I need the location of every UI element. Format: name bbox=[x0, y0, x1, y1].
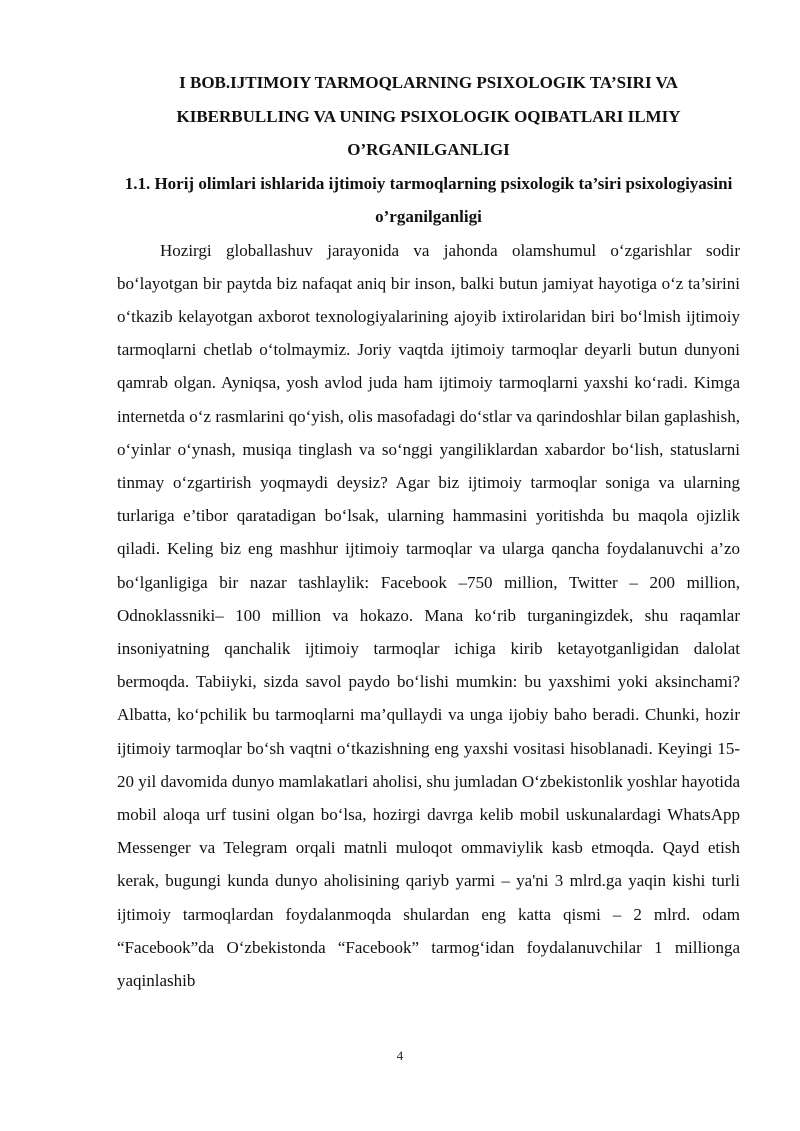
section-title: 1.1. Horij olimlari ishlarida ijtimoiy tarmoqlarning psixologik ta’siri psixologiyasini o’rganilganligi bbox=[124, 173, 733, 226]
page-number: 4 bbox=[396, 1048, 404, 1063]
chapter-title: I BOB.IJTIMOIY TARMOQLARNING PSIXOLOGIK TA’SIRI VA KIBERBULLING VA UNING PSIXOLOGIK OQIBATLARI ILMIY O’RGANILGANLIGI bbox=[176, 73, 681, 159]
document-page bbox=[117, 66, 740, 997]
body-paragraph: Hozirgi globallashuv jarayonida va jahonda olamshumul o‘zgarishlar sodir bo‘layotgan bir paytda biz nafaqat aniq bir inson, balki butun jamiyat hayotiga o‘z ta’sirini o‘tkazib kelayotgan axborot texnologiyalarining ajoyib ixtirolaridan biri bo‘lmish ijtimoiy tarmoqlarni chetlab o‘tolmaymiz. Joriy vaqtda ijtimoiy tarmoqlar deyarli butun dunyoni qamrab olgan. Ayniqsa, yosh avlod juda ham ijtimoiy tarmoqlarni yaxshi ko‘radi. Kimga internetda o‘z rasmlarini qo‘yish, olis masofadagi do‘stlar va qarindoshlar bilan gaplashish, o‘yinlar o‘ynash, musiqa tinglash va so‘nggi yangiliklardan xabardor bo‘lish, statuslarni tinmay o‘zgartirish yoqmaydi deysiz? Agar biz ijtimoiy tarmoqlar soniga va ularning turlariga e’tibor qaratadigan bo‘lsak, ularning hammasini yoritishda bu maqola ojizlik qiladi. Keling biz eng mashhur ijtimoiy tarmoqlar va ularga qancha foydalanuvchi a’zo bo‘lganligiga bir nazar tashlaylik: Facebook –750 million, Twitter – 200 million, Odnoklassniki– 100 million va hokazo. Mana ko‘rib turganingizdek, shu raqamlar insoniyatning qanchalik ijtimoiy tarmoqlar ichiga kirib ketayotganligidan dalolat bermoqda. Tabiiyki, sizda savol paydo bo‘lishi mumkin: bu yaxshimi yoki aksinchami? Albatta, ko‘pchilik bu tarmoqlarni ma’qullaydi va unga ijobiy baho beradi. Chunki, hozir ijtimoiy tarmoqlar bo‘sh vaqtni o‘tkazishning eng yaxshi vositasi hisoblanadi. Keyingi 15-20 yil davomida dunyo mamlakatlari aholisi, shu jumladan O‘zbekistonlik yoshlar hayotida mobil aloqa urf tusini olgan bo‘lsa, hozirgi davrga kelib mobil uskunalardagi WhatsApp Messenger va Telegram orqali matnli muloqot ommaviylik kasb etmoqda. Qayd etish kerak, bugungi kunda dunyo aholisining qariyb yarmi – ya'ni 3 mlrd.ga yaqin kishi turli ijtimoiy tarmoqlardan foydalanmoqda shulardan eng katta qismi – 2 mlrd. odam “Facebook”da O‘zbekistonda “Facebook” tarmog‘idan foydalanuvchilar 1 millionga yaqinlashib bbox=[117, 240, 740, 990]
